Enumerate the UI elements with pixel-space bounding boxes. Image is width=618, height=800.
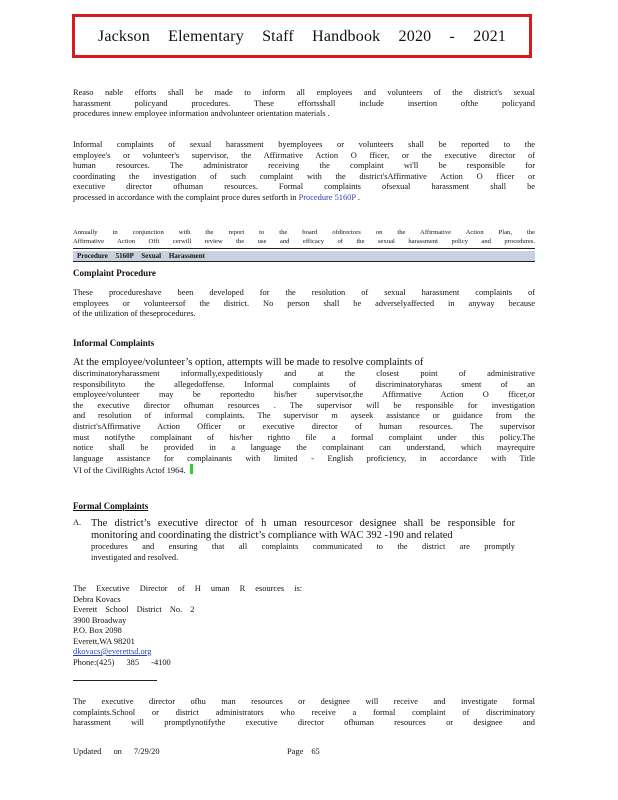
footer-page-number: Page 65 bbox=[287, 747, 320, 756]
text-line: of the utilization of theseprocedures. bbox=[73, 309, 196, 319]
contact-po-box: P.O. Box 2098 bbox=[73, 626, 122, 635]
text-line: procedures innew employee information andvolunteer orientation materials . bbox=[73, 109, 330, 119]
divider bbox=[73, 680, 157, 681]
policy-paragraph-3 bbox=[73, 228, 535, 247]
footer-updated: Updated on 7/29/20 bbox=[73, 747, 160, 756]
contact-email-link[interactable]: dkovacs@everettsd.org bbox=[73, 647, 152, 656]
complaint-procedure-heading: Complaint Procedure bbox=[73, 268, 156, 278]
text-line: coordinating the investigation of such complaint with the district'sAffirmative Action O fficer or bbox=[73, 171, 535, 181]
divider bbox=[73, 248, 535, 249]
text-line: must notifythe complainant of his/her rightto file a formal complaint under this policy.The bbox=[73, 432, 535, 442]
text-line: procedures and ensuring that all complaints communicated to the district are promptly bbox=[91, 542, 515, 551]
text-line: harassment policyand procedures. These effortsshall include insertion ofthe policyand bbox=[73, 98, 535, 108]
text-segment: processed in accordance with the complaint proce dures setforth in bbox=[73, 192, 297, 202]
text-line: and resolution of informal complaints. The supervisor m ayseek assistance or guidance from the bbox=[73, 411, 535, 421]
contact-city: Everett,WA 98201 bbox=[73, 636, 135, 646]
text-line: Informal complaints of sexual harassment byemployees or volunteers shall be reported to the bbox=[73, 140, 535, 149]
text-line: language assistance for complainants with limited - English proficiency, in accordance with Title bbox=[73, 453, 535, 463]
text-line: complaints.School or district administrators who receive a formal complaint of discriminatory bbox=[73, 707, 535, 717]
handbook-header bbox=[72, 14, 532, 58]
handbook-title: Jackson Elementary Staff Handbook 2020 - 2021 bbox=[97, 28, 507, 45]
procedure-bar-label: Procedure 5160P Sexual Harassment bbox=[77, 252, 205, 260]
text-line: employee/volunteer may be reportedto his/her supervisor,the Affirmative Action O fficer,or bbox=[73, 390, 535, 400]
list-marker: A. bbox=[73, 518, 82, 527]
text-line bbox=[73, 193, 535, 204]
informal-complaints-paragraph bbox=[73, 356, 535, 477]
text-line: investigated and resolved. bbox=[91, 552, 179, 562]
informal-complaints-heading: Informal Complaints bbox=[73, 338, 155, 348]
text-line: The district’s executive director of h uman resourcesor designee shall be responsible for bbox=[91, 518, 515, 529]
text-line: Annually in conjunction with the report to the board ofdirectors on the Affirmative Action Plan, the bbox=[73, 229, 535, 236]
text-line: district'sAffirmative Action Officer or executive director of human resources. The supervisor bbox=[73, 421, 535, 431]
formal-complaints-heading: Formal Complaints bbox=[73, 501, 149, 511]
text-line: employees or volunteersof the district. No person shall be adverselyaffected in anyway because bbox=[73, 298, 535, 308]
procedure-title-bar bbox=[73, 251, 535, 262]
text-cursor-marker bbox=[190, 464, 193, 474]
formal-complaints-item-a bbox=[91, 518, 515, 563]
text-line: human resources. The administrator receiving the complaint wi'll be responsible for bbox=[73, 161, 535, 171]
contact-block bbox=[73, 584, 373, 668]
period: . bbox=[357, 192, 360, 202]
contact-name: Debra Kovacs bbox=[73, 594, 121, 604]
contact-intro: The Executive Director of H uman R esources is: bbox=[73, 584, 303, 593]
text-line bbox=[73, 464, 535, 477]
text-line: At the employee/volunteer’s option, attempts will be made to resolve complaints of bbox=[73, 357, 424, 368]
closing-paragraph bbox=[73, 697, 535, 729]
procedure-link[interactable]: Procedure 5160P bbox=[298, 192, 356, 202]
text-line: monitoring and coordinating the district’s compliance with WAC 392 -190 and related bbox=[91, 530, 453, 541]
text-line: discriminatoryharassment informally,expeditiously and at the closest point of administrative bbox=[73, 369, 535, 378]
contact-street: 3900 Broadway bbox=[73, 615, 127, 625]
text-line: employee's or volunteer's supervisor, the Affirmative Action O fficer, or the executive director of bbox=[73, 150, 535, 160]
text-line: executive director ofhuman resources. Formal complaints ofsexual harassment shall be bbox=[73, 182, 535, 192]
complaint-procedure-paragraph bbox=[73, 288, 535, 320]
text-line: the executive director ofhuman resources . The supervisor will be responsible for investigation bbox=[73, 400, 535, 410]
text-line: Reaso nable efforts shall be made to inform all employees and volunteers of the district's sexual bbox=[73, 88, 535, 97]
text-line: Affirmative Action Offi cerwill review the use and efficacy of the sexual harassment policy and procedures. bbox=[73, 238, 535, 246]
text-line: harassment will promptlynotifythe executive director ofhuman resources or designee and bbox=[73, 718, 535, 728]
text-line: These procedureshave been developed for the resolution of sexual harassment complaints of bbox=[73, 288, 535, 297]
policy-paragraph-1 bbox=[73, 88, 535, 120]
policy-paragraph-2 bbox=[73, 140, 535, 204]
contact-phone: Phone:(425) 385 -4100 bbox=[73, 657, 171, 667]
text-segment: VI of the CivilRights Actof 1964. bbox=[73, 466, 186, 476]
text-line: responsibilityto the allegedoffense. Informal complaints of discriminatoryharas sment of an bbox=[73, 379, 535, 389]
text-line: The executive director ofhu man resources or designee will receive and investigate formal bbox=[73, 697, 535, 706]
contact-organization: Everett School District No. 2 bbox=[73, 605, 195, 614]
text-line: notice shall be provided in a language the complainant can understand, which mayrequire bbox=[73, 443, 535, 453]
